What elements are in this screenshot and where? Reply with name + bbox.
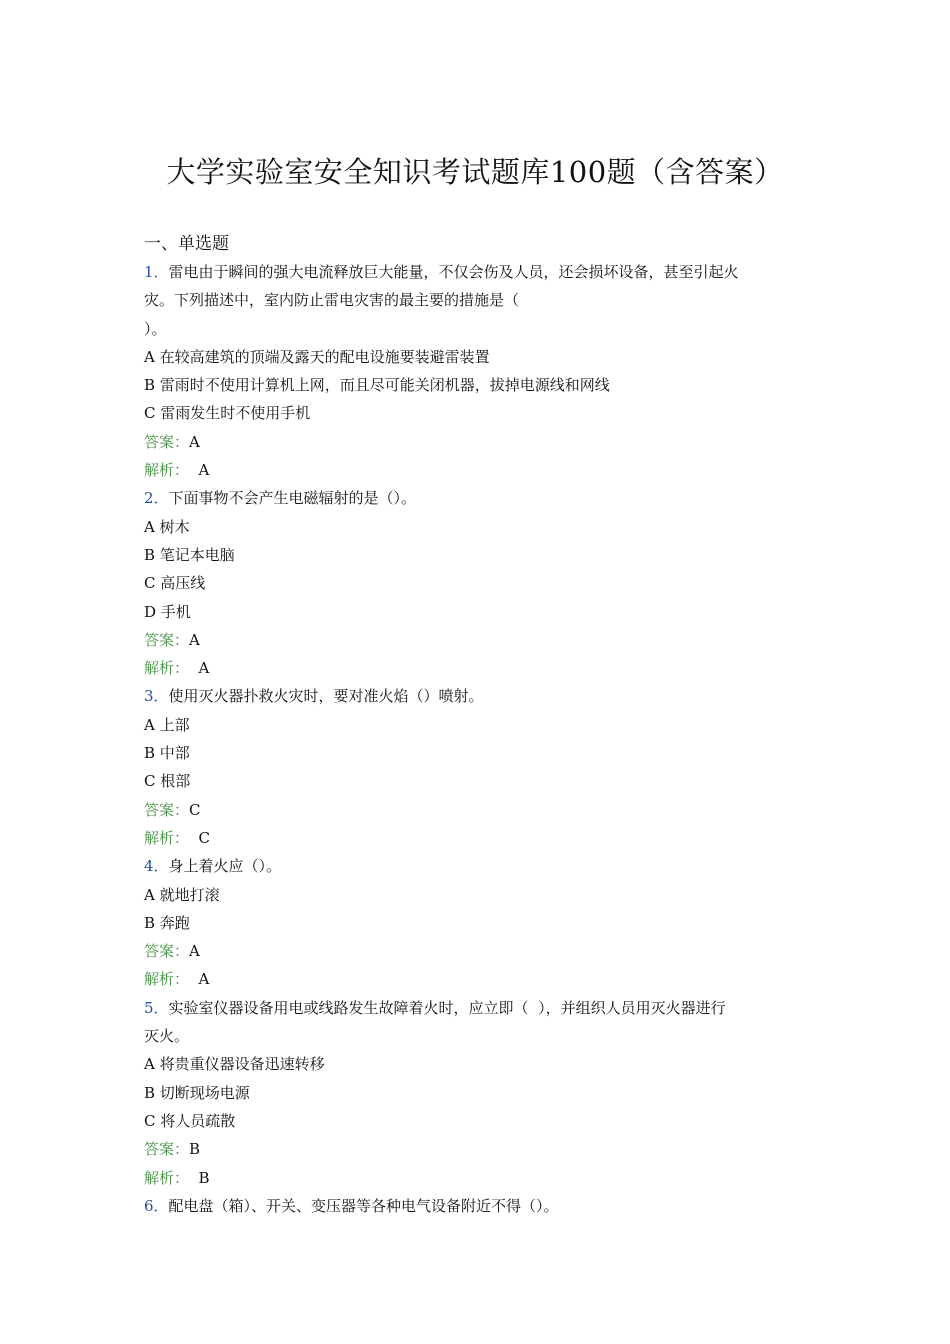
stem-text: 灾。下列描述中，室内防止雷电灾害的最主要的措施是（ [144, 291, 520, 310]
analysis-value: A [189, 461, 210, 480]
question-3 [144, 682, 812, 852]
question-5 [144, 994, 812, 1192]
stem-text: 身上着火应（）。 [168, 857, 282, 876]
analysis-line [144, 456, 812, 484]
question-number: 5． [144, 998, 169, 1017]
answer-label: 答案： [144, 432, 190, 451]
analysis-label: 解析： [144, 461, 190, 480]
analysis-label: 解析： [144, 970, 190, 989]
option-c: C 根部 [144, 772, 191, 791]
stem-text: 雷电由于瞬间的强大电流释放巨大能量，不仅会伤及人员，还会损坏设备，甚至引起火 [168, 263, 739, 281]
question-number: 6． [144, 1196, 169, 1215]
question-number: 4． [144, 857, 169, 876]
stem-text: 配电盘（箱）、开关、变压器等各种电气设备附近不得（）。 [168, 1196, 559, 1215]
option-b: B 笔记本电脑 [144, 545, 235, 564]
answer-line [144, 428, 812, 456]
option-d: D 手机 [144, 602, 191, 621]
stem-text: 实验室仪器设备用电或线路发生故障着火时，应立即（ ），并组织人员用灭火器进行 [168, 998, 726, 1017]
question-stem [144, 1192, 812, 1220]
option-a: A 树木 [144, 517, 190, 536]
analysis-label: 解析： [144, 828, 190, 847]
question-6 [144, 1192, 812, 1220]
analysis-line [144, 824, 812, 852]
option-c: C 雷雨发生时不使用手机 [144, 404, 311, 423]
answer-value: A [189, 630, 200, 649]
analysis-line [144, 965, 812, 993]
answer-value: A [189, 432, 200, 451]
answer-label: 答案： [144, 942, 190, 961]
option-b: B 奔跑 [144, 913, 190, 932]
answer-value: B [189, 1140, 201, 1159]
question-stem [144, 682, 812, 710]
option-c: C 将人员疏散 [144, 1111, 236, 1130]
analysis-value: B [189, 1168, 210, 1187]
answer-value: C [189, 800, 201, 819]
question-1 [144, 258, 812, 484]
answer-label: 答案： [144, 800, 190, 819]
answer-label: 答案： [144, 630, 190, 649]
question-stem [144, 484, 812, 512]
answer-label: 答案： [144, 1140, 190, 1159]
answer-value: A [189, 942, 200, 961]
option-b: B 中部 [144, 744, 190, 763]
question-number: 1． [144, 263, 169, 281]
option-c: C 高压线 [144, 574, 206, 593]
answer-line [144, 626, 812, 654]
question-4 [144, 852, 812, 993]
option-a: A 在较高建筑的顶端及露天的配电设施要装避雷装置 [144, 347, 490, 366]
analysis-line [144, 1164, 812, 1192]
question-list [144, 230, 812, 1220]
answer-line [144, 1135, 812, 1163]
analysis-value: A [189, 659, 210, 678]
question-number: 3． [144, 687, 169, 706]
question-2 [144, 484, 812, 682]
question-stem [144, 994, 812, 1022]
document-title: 大学实验室安全知识考试题库100题（含答案） [166, 155, 784, 189]
answer-line [144, 796, 812, 824]
stem-text: 灭火。 [144, 1027, 190, 1046]
question-stem [144, 258, 812, 286]
option-a: A 将贵重仪器设备迅速转移 [144, 1055, 325, 1074]
section-heading: 一、单选题 [144, 234, 229, 254]
question-number: 2． [144, 489, 169, 508]
option-a: A 就地打滚 [144, 885, 220, 904]
option-b: B 雷雨时不使用计算机上网，而且尽可能关闭机器，拔掉电源线和网线 [144, 376, 610, 395]
answer-line [144, 937, 812, 965]
question-stem [144, 852, 812, 880]
stem-text: 下面事物不会产生电磁辐射的是（）。 [168, 489, 417, 508]
analysis-label: 解析： [144, 659, 190, 678]
analysis-value: C [189, 828, 211, 847]
analysis-label: 解析： [144, 1168, 190, 1187]
stem-text: 使用灭火器扑救火灾时，要对准火焰（）喷射。 [168, 687, 484, 706]
option-b: B 切断现场电源 [144, 1083, 250, 1102]
analysis-value: A [189, 970, 210, 989]
option-a: A 上部 [144, 715, 190, 734]
analysis-line [144, 654, 812, 682]
stem-text: ）。 [144, 319, 167, 338]
